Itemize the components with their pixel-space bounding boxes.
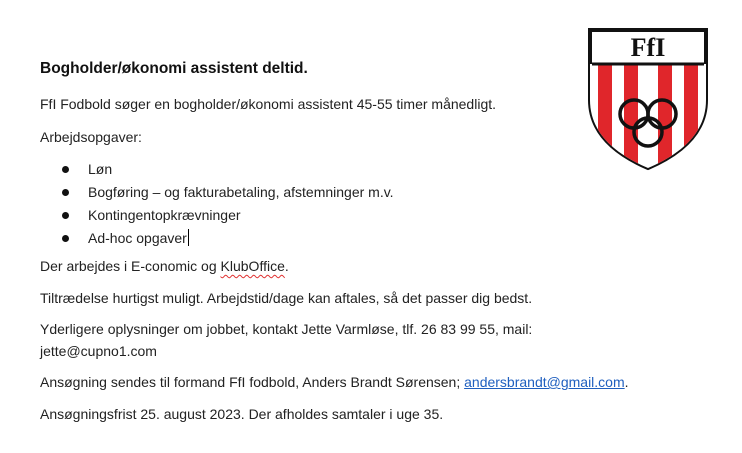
apply-suffix: . [624,374,629,390]
job-title: Bogholder/økonomi assistent deltid. [40,60,308,77]
start-paragraph: Tiltrædelse hurtigst muligt. Arbejdstid/dage kan aftales, så det passer dig bedst. [40,290,533,306]
task-label: Ad-hoc opgaver [88,230,187,246]
bullet-icon [62,212,69,219]
list-item [40,158,394,181]
list-item [40,181,394,204]
contact-line-2: jette@cupno1.com [40,343,157,359]
email-link[interactable]: andersbrandt@gmail.com [464,374,625,390]
intro-paragraph: FfI Fodbold søger en bogholder/økonomi assistent 45-55 timer månedligt. [40,96,497,112]
contact-line-1: Yderligere oplysninger om jobbet, kontakt Jette Varmløse, tlf. 26 83 99 55, mail: [40,321,533,337]
list-item [40,204,394,227]
software-suffix: . [284,258,289,274]
task-label: Løn [88,161,113,177]
apply-prefix: Ansøgning sendes til formand FfI fodbold, Anders Brandt Sørensen; [40,374,465,390]
task-label: Bogføring – og fakturabetaling, afstemninger m.v. [88,184,394,200]
list-item [40,227,394,250]
software-prefix: Der arbejdes i E-conomic og [40,258,221,274]
logo-text: FfI [630,33,666,62]
tasks-list [40,158,394,250]
apply-paragraph [40,371,629,393]
task-label: Kontingentopkrævninger [88,207,241,223]
bullet-icon [62,166,69,173]
ffi-club-logo [584,24,712,172]
text-cursor [188,229,189,246]
tasks-heading: Arbejdsopgaver: [40,129,142,145]
bullet-icon [62,189,69,196]
bullet-icon [62,235,69,242]
spellcheck-word[interactable]: KlubOffice [220,258,285,274]
software-paragraph [40,255,289,277]
deadline-paragraph: Ansøgningsfrist 25. august 2023. Der afholdes samtaler i uge 35. [40,406,444,422]
